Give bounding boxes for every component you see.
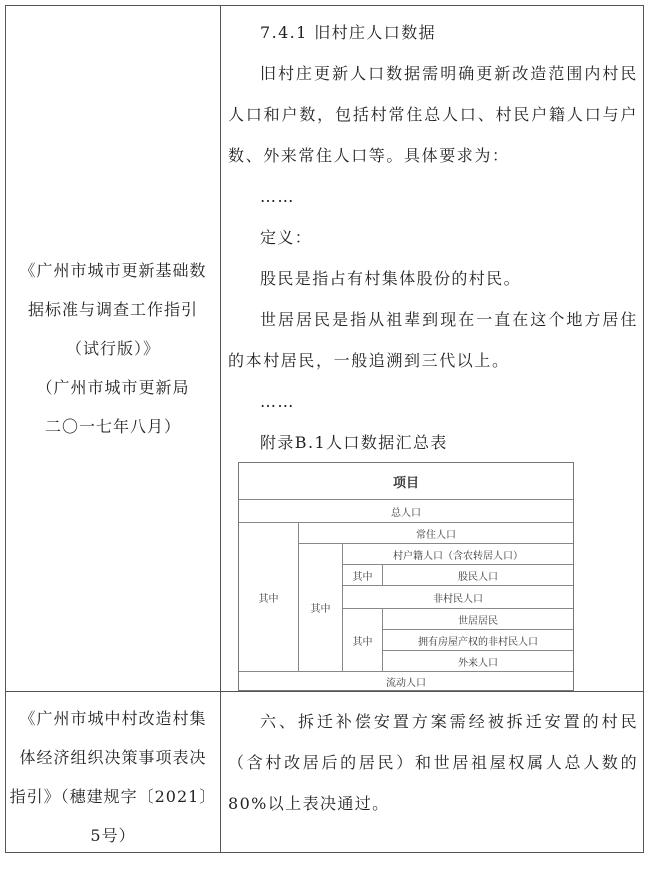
source-citation-2 bbox=[6, 699, 220, 855]
shareholder-definition: 股民是指占有村集体股份的村民。 bbox=[260, 269, 522, 288]
citation-line: 据标准与调查工作指引 bbox=[27, 300, 198, 319]
citation-line: （广州市城市更新局 bbox=[36, 378, 190, 397]
ellipsis: …… bbox=[260, 392, 295, 411]
of-which-label: 其中 bbox=[310, 604, 331, 615]
citation-line: 指引》（穗建规字〔2021〕 bbox=[9, 787, 217, 806]
of-which-label: 其中 bbox=[352, 571, 373, 583]
shareholder-population: 股民人口 bbox=[458, 571, 498, 583]
excerpt-content-2 bbox=[228, 701, 638, 824]
of-which-label: 其中 bbox=[352, 636, 373, 648]
hereditary-definition: 世居居民是指从祖辈到现在一直在这个地方居住的本村居民，一般追溯到三代以上。 bbox=[228, 310, 638, 370]
voting-rule-paragraph: 六、拆迁补偿安置方案需经被拆迁安置的村民（含村改居后的居民）和世居祖屋权属人总人数的80%以上表决通过。 bbox=[228, 712, 638, 813]
row-divider bbox=[5, 691, 644, 692]
column-divider bbox=[220, 5, 221, 853]
citation-line: 5号） bbox=[90, 826, 136, 845]
citation-line: 体经济组织决策事项表决 bbox=[19, 748, 207, 767]
outsider-population: 外来人口 bbox=[458, 657, 498, 669]
property-owning-non-villagers: 拥有房屋产权的非村民人口 bbox=[418, 636, 538, 648]
section-title: 7.4.1 旧村庄人口数据 bbox=[260, 23, 436, 42]
appendix-title: 附录B.1人口数据汇总表 bbox=[260, 433, 448, 452]
table-header: 项目 bbox=[392, 475, 419, 491]
citation-line: （试行版）》 bbox=[65, 339, 160, 358]
population-summary-table bbox=[238, 462, 574, 691]
total-population: 总人口 bbox=[391, 507, 421, 519]
citation-line: 《广州市城中村改造村集 bbox=[19, 709, 207, 728]
citation-line: 二〇一七年八月） bbox=[44, 417, 181, 436]
registered-population: 村户籍人口（含农转居人口） bbox=[393, 550, 523, 562]
hereditary-residents: 世居居民 bbox=[458, 615, 498, 627]
floating-population: 流动人口 bbox=[386, 677, 426, 689]
ellipsis: …… bbox=[260, 187, 295, 206]
of-which-label: 其中 bbox=[258, 593, 279, 605]
non-villager-population: 非村民人口 bbox=[433, 593, 483, 605]
citation-line: 《广州市城市更新基础数 bbox=[19, 261, 207, 280]
resident-population: 常住人口 bbox=[416, 529, 456, 541]
definition-label: 定义： bbox=[260, 228, 313, 247]
intro-paragraph: 旧村庄更新人口数据需明确更新改造范围内村民人口和户数，包括村常住总人口、村民户籍人口与户数、外来常住人口等。具体要求为： bbox=[228, 64, 638, 165]
source-citation-1 bbox=[6, 251, 220, 446]
excerpt-content-1 bbox=[228, 12, 638, 463]
